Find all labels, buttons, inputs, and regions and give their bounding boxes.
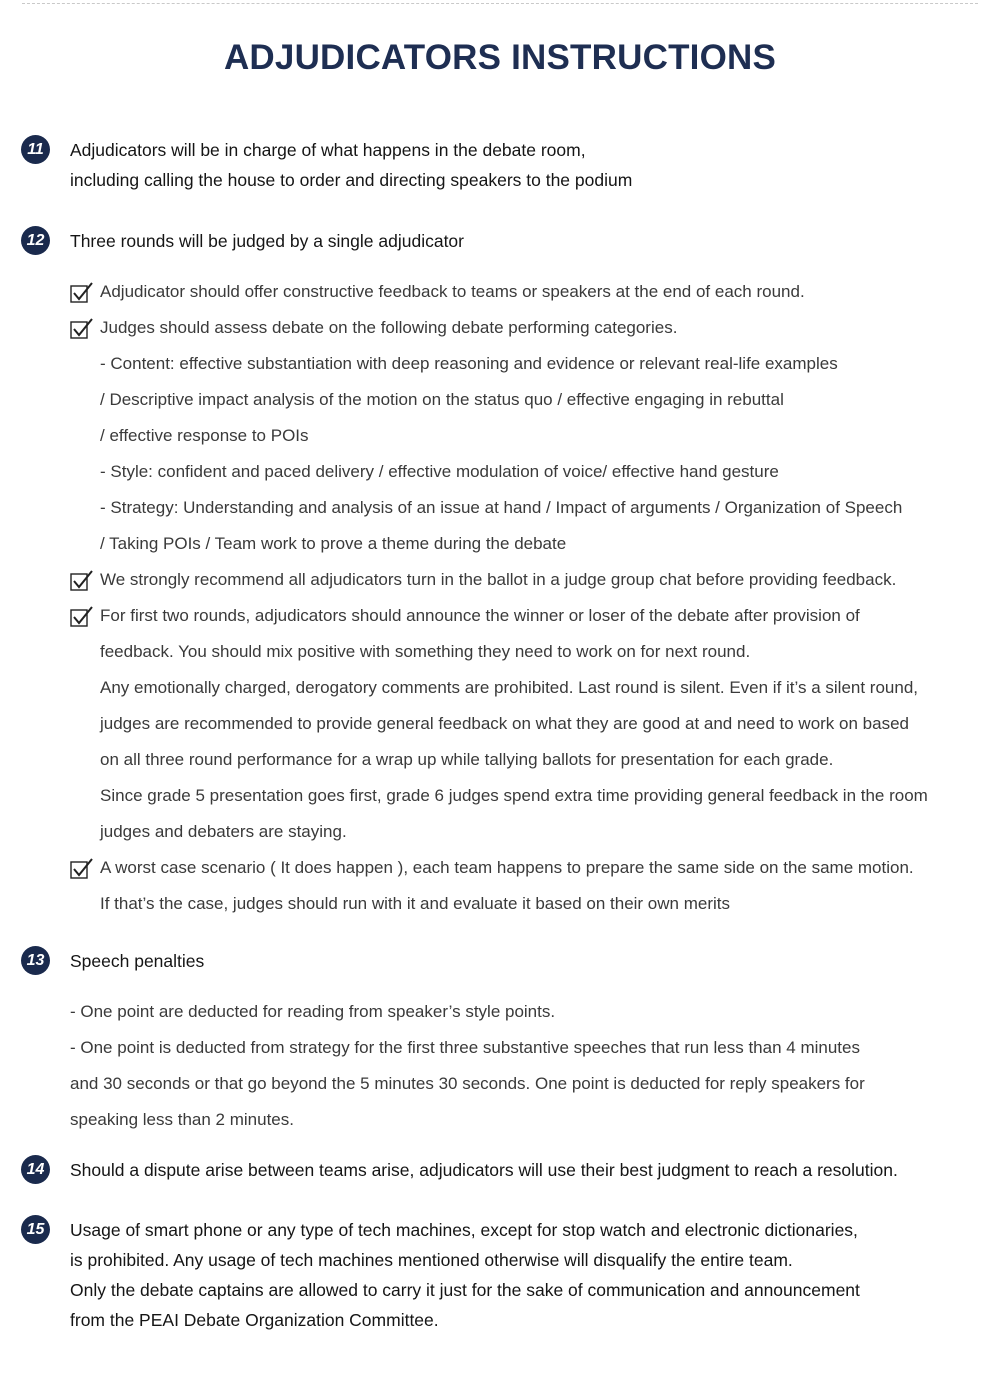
checklist-text-line: judges and debaters are staying.	[100, 822, 347, 841]
section-heading: Three rounds will be judged by a single adjudicator	[70, 231, 464, 251]
section-text-line: speaking less than 2 minutes.	[70, 1110, 294, 1129]
checkbox-icon	[70, 317, 94, 339]
section-text-line: and 30 seconds or that go beyond the 5 minutes 30 seconds. One point is deducted for reply speakers for	[70, 1074, 865, 1093]
checklist-text-line: Judges should assess debate on the following debate performing categories.	[100, 318, 678, 337]
section-text-line: - One point is deducted from strategy for the first three substantive speeches that run less than 4 minutes	[70, 1038, 860, 1057]
section-number-badge: 15	[21, 1215, 50, 1244]
section-text-line: including calling the house to order and directing speakers to the podium	[70, 170, 633, 190]
section-number-badge: 13	[21, 946, 50, 975]
section-text-line: Adjudicators will be in charge of what happens in the debate room,	[70, 140, 586, 160]
checklist-text-line: For first two rounds, adjudicators should announce the winner or loser of the debate after provision of	[100, 606, 860, 625]
checklist-text-line: judges are recommended to provide general feedback on what they are good at and need to work on based	[100, 714, 909, 733]
section-number-badge: 11	[21, 135, 50, 164]
checkbox-icon	[70, 605, 94, 627]
section-text-line: from the PEAI Debate Organization Committee.	[70, 1310, 439, 1330]
checkbox-icon	[70, 281, 94, 303]
section-number-badge: 12	[21, 226, 50, 255]
checkbox-icon	[70, 857, 94, 879]
section-text-line: Only the debate captains are allowed to carry it just for the sake of communication and announcement	[70, 1280, 860, 1300]
top-dashed-divider	[22, 3, 978, 4]
page-title: ADJUDICATORS INSTRUCTIONS	[223, 38, 777, 77]
checklist-text-line: If that’s the case, judges should run with it and evaluate it based on their own merits	[100, 894, 730, 913]
checklist-text-line: Any emotionally charged, derogatory comments are prohibited. Last round is silent. Even if it’s a silent round,	[100, 678, 919, 697]
checklist-text-line: A worst case scenario ( It does happen ), each team happens to prepare the same side on the same motion.	[100, 858, 914, 877]
section-number-badge: 14	[21, 1155, 50, 1184]
checklist-text-line: - Style: confident and paced delivery / effective modulation of voice/ effective hand gesture	[100, 462, 779, 481]
checklist-text-line: Since grade 5 presentation goes first, grade 6 judges spend extra time providing general feedback in the room	[100, 786, 928, 805]
checklist-text-line: We strongly recommend all adjudicators turn in the ballot in a judge group chat before providing feedback.	[100, 570, 897, 589]
checklist-text-line: / effective response to POIs	[100, 426, 309, 445]
section-heading: Speech penalties	[70, 951, 205, 971]
checkbox-icon	[70, 569, 94, 591]
checklist-text-line: / Taking POIs / Team work to prove a theme during the debate	[100, 534, 567, 553]
checklist-text-line: - Content: effective substantiation with deep reasoning and evidence or relevant real-life examples	[100, 354, 838, 373]
section-text-line: Should a dispute arise between teams arise, adjudicators will use their best judgment to reach a resolution.	[70, 1160, 898, 1180]
checklist-text-line: feedback. You should mix positive with something they need to work on for next round.	[100, 642, 751, 661]
checklist-text-line: Adjudicator should offer constructive feedback to teams or speakers at the end of each round.	[100, 282, 805, 301]
checklist-text-line: - Strategy: Understanding and analysis of an issue at hand / Impact of arguments / Organization of Speech	[100, 498, 903, 517]
checklist-text-line: on all three round performance for a wrap up while tallying ballots for presentation for each grade.	[100, 750, 834, 769]
section-text-line: is prohibited. Any usage of tech machines mentioned otherwise will disqualify the entire team.	[70, 1250, 793, 1270]
checklist-text-line: / Descriptive impact analysis of the motion on the status quo / effective engaging in rebuttal	[100, 390, 784, 409]
section-text-line: - One point are deducted for reading from speaker’s style points.	[70, 1002, 556, 1021]
section-text-line: Usage of smart phone or any type of tech machines, except for stop watch and electronic dictionaries,	[70, 1220, 858, 1240]
